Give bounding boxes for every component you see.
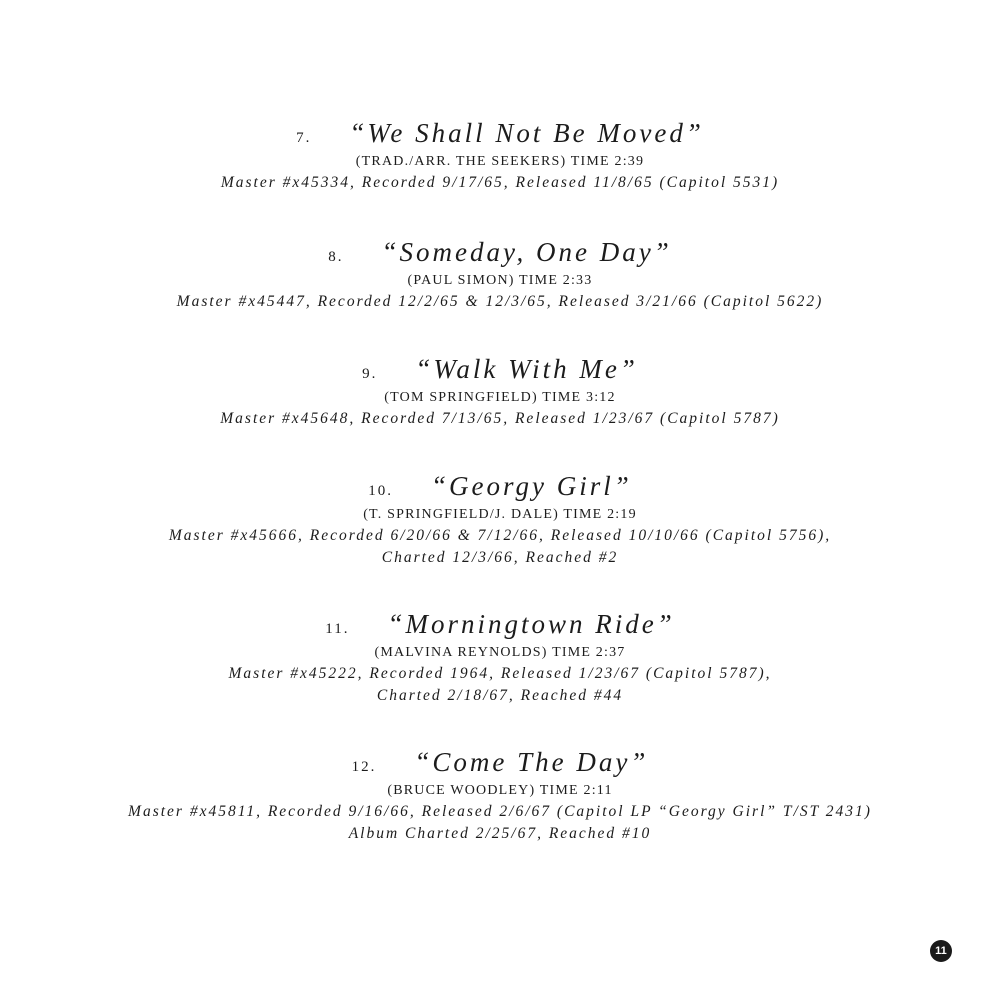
track-number: 10. <box>368 483 393 499</box>
track-entry <box>0 235 1000 313</box>
track-title-line <box>0 116 1000 150</box>
track-details: Master #x45648, Recorded 7/13/65, Released 1/23/67 (Capitol 5787) <box>220 410 780 427</box>
track-credit: (TOM SPRINGFIELD) TIME 3:12 <box>384 390 616 405</box>
track-number: 7. <box>296 130 312 146</box>
track-details: Master #x45334, Recorded 9/17/65, Released 11/8/65 (Capitol 5531) <box>220 174 780 191</box>
track-credit: (TRAD./ARR. THE SEEKERS) TIME 2:39 <box>355 154 645 169</box>
track-entry <box>0 469 1000 569</box>
track-title-line <box>0 235 1000 269</box>
track-title-line <box>0 607 1000 641</box>
track-title: “We Shall Not Be Moved” <box>349 118 704 148</box>
track-title-line <box>0 745 1000 779</box>
track-credit: (BRUCE WOODLEY) TIME 2:11 <box>387 783 613 798</box>
page-number-badge: 11 <box>930 940 952 962</box>
track-title: “Morningtown Ride” <box>387 609 675 639</box>
track-title-line <box>0 352 1000 386</box>
track-number: 12. <box>351 759 377 775</box>
track-details: Master #x45447, Recorded 12/2/65 & 12/3/65, Released 3/21/66 (Capitol 5622) <box>176 293 824 310</box>
track-entry <box>0 745 1000 845</box>
track-title-line <box>0 469 1000 503</box>
track-entry <box>0 607 1000 707</box>
track-details-chart: Album Charted 2/25/67, Reached #10 <box>348 825 652 842</box>
track-entry <box>0 352 1000 430</box>
track-credit: (PAUL SIMON) TIME 2:33 <box>407 273 593 288</box>
track-details: Master #x45222, Recorded 1964, Released 1/23/67 (Capitol 5787), <box>228 665 772 682</box>
track-details-chart: Charted 12/3/66, Reached #2 <box>381 549 619 566</box>
track-number: 8. <box>328 249 344 265</box>
track-credit: (MALVINA REYNOLDS) TIME 2:37 <box>374 645 626 660</box>
track-title: “Georgy Girl” <box>430 471 632 501</box>
track-title: “Walk With Me” <box>415 354 638 384</box>
track-title: “Come The Day” <box>414 747 649 777</box>
track-title: “Someday, One Day” <box>381 237 672 267</box>
track-entry <box>0 116 1000 194</box>
track-number: 11. <box>325 621 350 637</box>
track-details-chart: Charted 2/18/67, Reached #44 <box>376 687 624 704</box>
track-details: Master #x45666, Recorded 6/20/66 & 7/12/66, Released 10/10/66 (Capitol 5756), <box>168 527 832 544</box>
track-credit: (T. SPRINGFIELD/J. DALE) TIME 2:19 <box>363 507 637 522</box>
track-details: Master #x45811, Recorded 9/16/66, Released 2/6/67 (Capitol LP “Georgy Girl” T/ST 2431) <box>128 803 872 820</box>
track-number: 9. <box>362 366 378 382</box>
